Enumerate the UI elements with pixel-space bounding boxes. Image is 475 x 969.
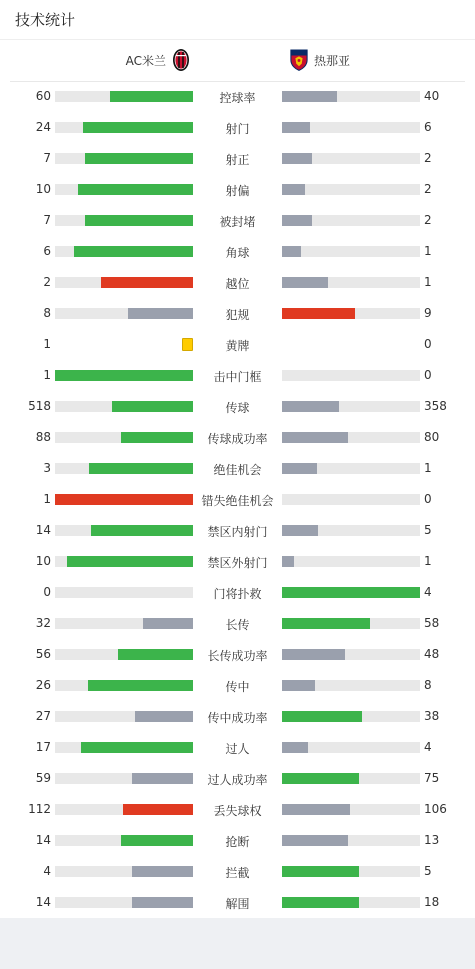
- away-bar-track: [282, 742, 420, 753]
- away-bar-fill: [282, 122, 310, 133]
- away-bar-track: [282, 432, 420, 443]
- away-bar-track: [282, 773, 420, 784]
- home-bar-fill: [55, 494, 193, 505]
- away-bar-track: [282, 339, 420, 350]
- away-bar-track: [282, 401, 420, 412]
- home-bar-track: [55, 153, 193, 164]
- genoa-crest-icon: [290, 48, 308, 72]
- home-bar-track: [55, 649, 193, 660]
- yellow-card-icon: [182, 338, 193, 351]
- away-value: 18: [424, 895, 440, 909]
- stat-label: 击中门框: [213, 370, 262, 384]
- home-value: 1: [43, 337, 51, 351]
- away-bar-track: [282, 649, 420, 660]
- away-bar-fill: [282, 277, 328, 288]
- away-value: 48: [424, 647, 440, 661]
- home-value: 17: [35, 740, 51, 754]
- away-value: 2: [424, 213, 432, 227]
- away-value: 5: [424, 864, 432, 878]
- home-value: 1: [43, 368, 51, 382]
- home-value: 60: [35, 89, 51, 103]
- stat-label: 过人成功率: [207, 773, 268, 787]
- stat-row: [0, 81, 475, 112]
- home-bar-track: [55, 277, 193, 288]
- home-value: 7: [43, 213, 51, 227]
- home-bar-fill: [110, 91, 193, 102]
- stat-label: 禁区外射门: [207, 556, 268, 570]
- home-bar-track: [55, 742, 193, 753]
- away-bar-track: [282, 525, 420, 536]
- stat-label: 长传: [225, 618, 250, 632]
- teams-header: [10, 40, 465, 82]
- stat-row: [0, 484, 475, 515]
- home-bar-track: [55, 339, 193, 350]
- home-bar-track: [55, 897, 193, 908]
- stat-row: [0, 701, 475, 732]
- away-value: 1: [424, 554, 432, 568]
- stat-row: [0, 360, 475, 391]
- away-bar-track: [282, 91, 420, 102]
- home-bar-fill: [85, 215, 193, 226]
- stat-label: 门将扑救: [213, 587, 262, 601]
- stat-row: [0, 267, 475, 298]
- away-value: 358: [424, 399, 447, 413]
- home-bar-fill: [55, 370, 193, 381]
- away-bar-fill: [282, 401, 339, 412]
- home-bar-track: [55, 680, 193, 691]
- stat-row: [0, 887, 475, 918]
- home-value: 59: [35, 771, 51, 785]
- stats-list: [0, 81, 475, 918]
- home-bar-fill: [118, 649, 193, 660]
- title-bar: [0, 0, 475, 40]
- home-value: 3: [43, 461, 51, 475]
- home-bar-fill: [89, 463, 193, 474]
- home-value: 32: [35, 616, 51, 630]
- away-bar-fill: [282, 246, 301, 257]
- home-value: 14: [35, 895, 51, 909]
- home-bar-fill: [74, 246, 193, 257]
- stat-label: 射偏: [225, 184, 250, 198]
- page-title: 技术统计: [15, 11, 76, 29]
- stat-label: 禁区内射门: [207, 525, 268, 539]
- stat-row: [0, 515, 475, 546]
- home-value: 88: [35, 430, 51, 444]
- away-bar-track: [282, 215, 420, 226]
- away-bar-track: [282, 246, 420, 257]
- home-bar-track: [55, 246, 193, 257]
- away-bar-fill: [282, 463, 317, 474]
- away-bar-track: [282, 835, 420, 846]
- away-value: 2: [424, 182, 432, 196]
- home-value: 6: [43, 244, 51, 258]
- away-value: 75: [424, 771, 440, 785]
- away-bar-track: [282, 866, 420, 877]
- away-bar-fill: [282, 308, 355, 319]
- home-bar-fill: [121, 835, 193, 846]
- away-bar-fill: [282, 649, 345, 660]
- away-bar-fill: [282, 432, 348, 443]
- home-bar-fill: [135, 711, 193, 722]
- home-bar-track: [55, 835, 193, 846]
- home-bar-fill: [81, 742, 193, 753]
- home-bar-track: [55, 587, 193, 598]
- stat-row: [0, 453, 475, 484]
- home-value: 7: [43, 151, 51, 165]
- stat-label: 犯规: [225, 308, 250, 322]
- stat-label: 角球: [225, 246, 250, 260]
- away-bar-fill: [282, 835, 348, 846]
- home-bar-track: [55, 525, 193, 536]
- away-bar-track: [282, 494, 420, 505]
- home-bar-track: [55, 866, 193, 877]
- away-value: 4: [424, 585, 432, 599]
- stat-row: [0, 422, 475, 453]
- away-bar-fill: [282, 587, 420, 598]
- stat-row: [0, 639, 475, 670]
- home-bar-track: [55, 122, 193, 133]
- away-bar-fill: [282, 897, 359, 908]
- away-value: 38: [424, 709, 440, 723]
- away-bar-track: [282, 711, 420, 722]
- home-value: 112: [28, 802, 51, 816]
- away-value: 8: [424, 678, 432, 692]
- stat-label: 射门: [225, 122, 250, 136]
- home-bar-fill: [88, 680, 193, 691]
- stat-row: [0, 205, 475, 236]
- away-value: 13: [424, 833, 440, 847]
- away-bar-fill: [282, 773, 359, 784]
- stat-label: 解围: [225, 897, 250, 911]
- home-bar-fill: [112, 401, 193, 412]
- home-bar-fill: [83, 122, 193, 133]
- stat-row: [0, 329, 475, 360]
- stat-label: 被封堵: [219, 215, 256, 229]
- stat-row: [0, 112, 475, 143]
- home-bar-fill: [121, 432, 193, 443]
- away-value: 1: [424, 244, 432, 258]
- stat-row: [0, 794, 475, 825]
- stat-row: [0, 732, 475, 763]
- stat-row: [0, 577, 475, 608]
- home-bar-track: [55, 432, 193, 443]
- away-bar-fill: [282, 680, 315, 691]
- home-bar-track: [55, 618, 193, 629]
- stat-label: 控球率: [219, 91, 256, 105]
- stat-row: [0, 391, 475, 422]
- home-value: 2: [43, 275, 51, 289]
- home-bar-fill: [67, 556, 193, 567]
- away-value: 0: [424, 492, 432, 506]
- away-bar-track: [282, 897, 420, 908]
- away-value: 40: [424, 89, 440, 103]
- home-bar-fill: [123, 804, 193, 815]
- away-value: 4: [424, 740, 432, 754]
- away-bar-track: [282, 680, 420, 691]
- away-team[interactable]: [290, 48, 350, 72]
- away-bar-track: [282, 122, 420, 133]
- away-bar-track: [282, 370, 420, 381]
- stat-label: 长传成功率: [207, 649, 268, 663]
- home-value: 518: [28, 399, 51, 413]
- away-bar-track: [282, 184, 420, 195]
- away-bar-track: [282, 277, 420, 288]
- home-value: 10: [35, 182, 51, 196]
- stat-label: 抢断: [225, 835, 250, 849]
- stat-row: [0, 236, 475, 267]
- home-team-name: AC米兰: [125, 53, 166, 68]
- away-bar-track: [282, 618, 420, 629]
- away-value: 1: [424, 461, 432, 475]
- away-bar-fill: [282, 866, 359, 877]
- home-bar-track: [55, 556, 193, 567]
- away-value: 2: [424, 151, 432, 165]
- stat-label: 错失绝佳机会: [201, 494, 274, 508]
- home-bar-track: [55, 401, 193, 412]
- stat-label: 越位: [225, 277, 250, 291]
- home-value: 1: [43, 492, 51, 506]
- away-value: 5: [424, 523, 432, 537]
- home-bar-fill: [132, 773, 193, 784]
- stat-row: [0, 856, 475, 887]
- away-value: 0: [424, 337, 432, 351]
- away-bar-fill: [282, 525, 318, 536]
- stat-label: 绝佳机会: [213, 463, 262, 477]
- home-bar-track: [55, 773, 193, 784]
- away-bar-fill: [282, 184, 305, 195]
- home-bar-track: [55, 711, 193, 722]
- away-bar-track: [282, 308, 420, 319]
- stat-row: [0, 546, 475, 577]
- away-bar-track: [282, 153, 420, 164]
- away-bar-fill: [282, 91, 337, 102]
- stat-row: [0, 825, 475, 856]
- home-value: 56: [35, 647, 51, 661]
- stat-row: [0, 670, 475, 701]
- away-bar-fill: [282, 711, 362, 722]
- ac-milan-crest-icon: [172, 48, 190, 72]
- away-bar-fill: [282, 215, 312, 226]
- away-bar-fill: [282, 618, 370, 629]
- home-bar-fill: [143, 618, 193, 629]
- away-bar-track: [282, 463, 420, 474]
- away-value: 58: [424, 616, 440, 630]
- home-bar-track: [55, 215, 193, 226]
- away-value: 80: [424, 430, 440, 444]
- stat-label: 黄牌: [225, 339, 250, 353]
- home-value: 0: [43, 585, 51, 599]
- home-bar-track: [55, 804, 193, 815]
- away-bar-fill: [282, 556, 294, 567]
- home-value: 10: [35, 554, 51, 568]
- stat-row: [0, 143, 475, 174]
- home-bar-track: [55, 463, 193, 474]
- stat-label: 过人: [225, 742, 250, 756]
- stat-label: 拦截: [225, 866, 250, 880]
- away-bar-fill: [282, 742, 308, 753]
- away-bar-track: [282, 804, 420, 815]
- home-bar-fill: [91, 525, 193, 536]
- away-value: 6: [424, 120, 432, 134]
- stat-label: 传球: [225, 401, 250, 415]
- home-value: 14: [35, 523, 51, 537]
- away-bar-track: [282, 556, 420, 567]
- stat-label: 丢失球权: [213, 804, 262, 818]
- stat-label: 传中: [225, 680, 250, 694]
- stat-row: [0, 763, 475, 794]
- away-value: 0: [424, 368, 432, 382]
- home-value: 14: [35, 833, 51, 847]
- away-team-name: 热那亚: [314, 53, 351, 68]
- away-bar-track: [282, 587, 420, 598]
- home-value: 4: [43, 864, 51, 878]
- home-value: 8: [43, 306, 51, 320]
- stat-row: [0, 174, 475, 205]
- stat-row: [0, 298, 475, 329]
- stat-label: 传球成功率: [207, 432, 268, 446]
- home-bar-track: [55, 370, 193, 381]
- home-bar-track: [55, 184, 193, 195]
- home-value: 27: [35, 709, 51, 723]
- home-bar-fill: [132, 866, 193, 877]
- home-bar-track: [55, 91, 193, 102]
- stat-label: 射正: [225, 153, 250, 167]
- home-bar-fill: [128, 308, 193, 319]
- home-bar-track: [55, 308, 193, 319]
- home-bar-fill: [101, 277, 193, 288]
- home-value: 24: [35, 120, 51, 134]
- home-value: 26: [35, 678, 51, 692]
- stat-label: 传中成功率: [207, 711, 268, 725]
- away-value: 1: [424, 275, 432, 289]
- home-bar-fill: [132, 897, 193, 908]
- home-bar-fill: [85, 153, 193, 164]
- away-value: 9: [424, 306, 432, 320]
- away-bar-fill: [282, 804, 350, 815]
- home-bar-track: [55, 494, 193, 505]
- home-team[interactable]: [126, 48, 190, 72]
- home-bar-fill: [78, 184, 193, 195]
- away-bar-fill: [282, 153, 312, 164]
- stat-row: [0, 608, 475, 639]
- away-value: 106: [424, 802, 447, 816]
